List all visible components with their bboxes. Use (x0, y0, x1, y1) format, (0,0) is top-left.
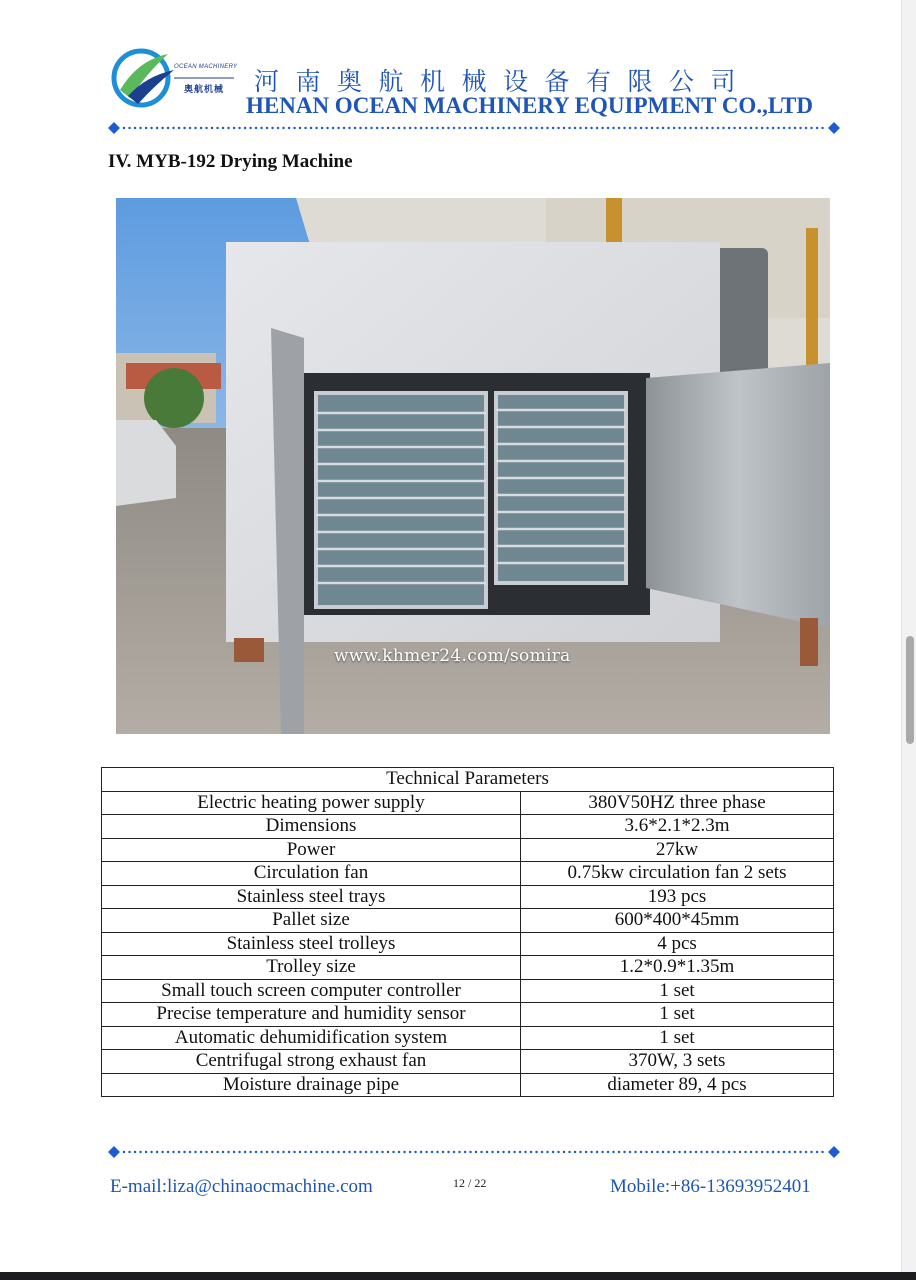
parameter-name: Pallet size (102, 909, 521, 933)
table-row (102, 791, 834, 815)
table-row (102, 885, 834, 909)
table-row (102, 838, 834, 862)
table-row (102, 1003, 834, 1027)
viewer-bottom-edge (0, 1272, 916, 1280)
parameter-name: Electric heating power supply (102, 791, 521, 815)
parameter-name: Power (102, 838, 521, 862)
parameter-value: 0.75kw circulation fan 2 sets (521, 862, 834, 886)
footer-divider (108, 1146, 840, 1158)
table-row (102, 862, 834, 886)
table-row (102, 1073, 834, 1097)
table-row (102, 815, 834, 839)
table-row (102, 956, 834, 980)
ocean-wave-logo-icon (108, 40, 238, 116)
table-row (102, 909, 834, 933)
parameter-value: 380V50HZ three phase (521, 791, 834, 815)
photo-watermark: www.khmer24.com/somira (334, 646, 571, 666)
parameter-name: Moisture drainage pipe (102, 1073, 521, 1097)
parameter-name: Centrifugal strong exhaust fan (102, 1050, 521, 1074)
technical-parameters-table (101, 767, 834, 1097)
parameter-value: 1.2*0.9*1.35m (521, 956, 834, 980)
parameter-value: 3.6*2.1*2.3m (521, 815, 834, 839)
table-row (102, 979, 834, 1003)
parameter-name: Small touch screen computer controller (102, 979, 521, 1003)
header-divider (108, 122, 840, 134)
scrollbar-thumb[interactable] (906, 636, 914, 744)
viewer-scrollbar[interactable] (901, 0, 916, 1280)
parameter-name: Dimensions (102, 815, 521, 839)
company-name-cn: 河南奥航机械设备有限公司 (254, 67, 753, 96)
parameter-name: Circulation fan (102, 862, 521, 886)
page-number: 12 / 22 (453, 1176, 487, 1190)
logo-tagline-en: OCEAN MACHINERY (174, 64, 238, 70)
footer-mobile: Mobile:+86-13693952401 (610, 1176, 811, 1197)
table-row (102, 932, 834, 956)
parameter-name: Automatic dehumidification system (102, 1026, 521, 1050)
table-title-row (102, 768, 834, 792)
table-title: Technical Parameters (102, 768, 834, 792)
table-row (102, 1050, 834, 1074)
parameter-value: 193 pcs (521, 885, 834, 909)
parameter-name: Trolley size (102, 956, 521, 980)
parameter-value: 1 set (521, 1026, 834, 1050)
company-name-en: HENAN OCEAN MACHINERY EQUIPMENT CO.,LTD (246, 93, 814, 118)
parameter-value: 1 set (521, 1003, 834, 1027)
parameter-value: 4 pcs (521, 932, 834, 956)
parameter-value: 370W, 3 sets (521, 1050, 834, 1074)
parameter-name: Stainless steel trolleys (102, 932, 521, 956)
section-title: IV. MYB-192 Drying Machine (108, 151, 353, 172)
parameter-value: diameter 89, 4 pcs (521, 1073, 834, 1097)
parameter-name: Precise temperature and humidity sensor (102, 1003, 521, 1027)
logo-tagline-cn: 奥航机械 (184, 85, 225, 95)
parameter-value: 1 set (521, 979, 834, 1003)
footer-email: E-mail:liza@chinaocmachine.com (110, 1176, 373, 1197)
table-row (102, 1026, 834, 1050)
parameter-name: Stainless steel trays (102, 885, 521, 909)
parameter-value: 27kw (521, 838, 834, 862)
parameter-value: 600*400*45mm (521, 909, 834, 933)
